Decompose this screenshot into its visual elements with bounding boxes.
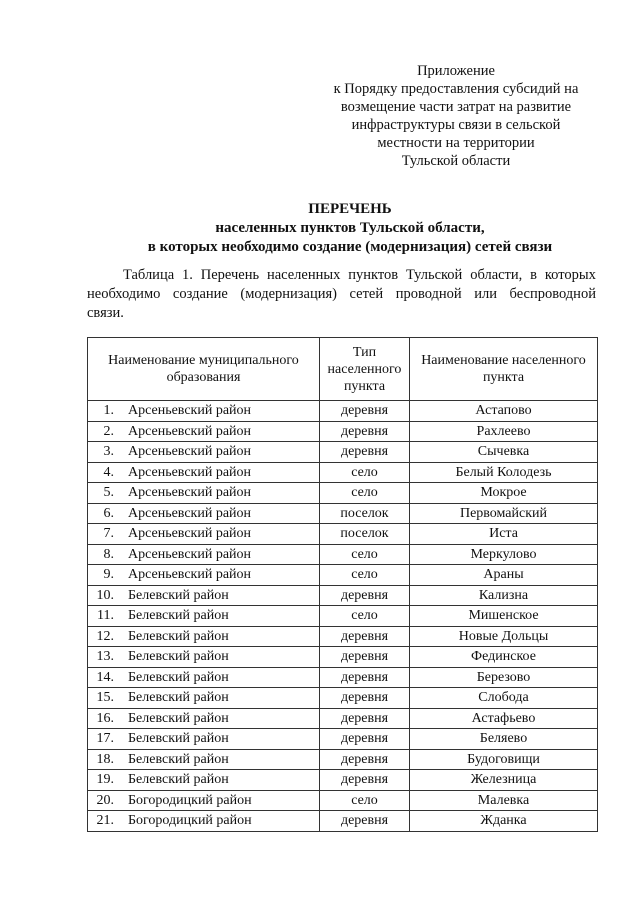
municipality-name: Белевский район [128,751,229,767]
municipality-cell [88,749,320,770]
settlement-name-cell: Астапово [410,401,598,422]
table-row [88,626,598,647]
caption-word: области, [470,267,523,283]
appendix-line: Тульской области [401,153,511,169]
municipality-name: Богородицкий район [128,792,252,808]
caption-word: связи. [87,305,124,321]
settlement-type-cell: деревня [320,729,410,750]
municipality-name: Белевский район [128,772,229,787]
table-header-row [88,338,598,401]
row-number: 13. [96,649,114,664]
table-row [88,729,598,750]
municipality-name: Арсеньевский район [128,526,252,541]
municipality-cell [88,524,320,545]
settlement-type-cell: поселок [320,503,410,524]
caption-word: Перечень [200,267,260,283]
caption-word: пунктов [348,267,399,283]
caption-line [87,285,596,304]
municipality-cell [88,462,320,483]
settlement-type-cell: деревня [320,626,410,647]
settlement-type-cell: село [320,544,410,565]
table-row [88,585,598,606]
header-type: Тип населенного пункта [320,338,410,401]
municipality-name: Белевский район [128,649,229,664]
settlement-type-cell: село [320,462,410,483]
row-number: 8. [103,546,114,562]
settlement-type-cell: деревня [320,401,410,422]
settlement-name-cell: Белый Колодезь [410,462,598,483]
table-caption [87,266,596,323]
table-row [88,503,598,524]
municipality-name: Белевский район [128,710,229,726]
caption-word: беспроводной [509,286,596,302]
caption-word: Таблица [123,267,175,283]
table-row [88,462,598,483]
settlement-type-cell: деревня [320,770,410,791]
caption-word: или [474,286,497,302]
settlement-type-cell: село [320,483,410,504]
municipality-cell [88,708,320,729]
municipality-name: Белевский район [128,669,229,685]
municipality-cell [88,606,320,627]
settlement-name-cell: Слобода [410,688,598,709]
settlement-type-cell: деревня [320,667,410,688]
municipality-cell [88,565,320,586]
municipality-cell [88,401,320,422]
heading-title: ПЕРЕЧЕНЬ [308,201,392,217]
settlement-name-cell: Иста [410,524,598,545]
heading-subtitle: в которых необходимо создание (модернизация) сетей связи [147,239,553,255]
settlement-type-cell: деревня [320,421,410,442]
table-row [88,442,598,463]
municipality-cell [88,729,320,750]
municipality-name: Арсеньевский район [128,403,252,418]
row-number: 17. [96,731,114,746]
settlement-name-cell: Фединское [410,647,598,668]
table-row [88,790,598,811]
caption-word: Тульской [405,267,463,283]
document-heading [60,200,640,257]
municipality-cell [88,647,320,668]
row-number: 11. [97,608,114,623]
municipality-cell [88,483,320,504]
settlement-type-cell: село [320,565,410,586]
table-row [88,688,598,709]
municipality-cell [88,626,320,647]
table-row [88,606,598,627]
settlement-name-cell: Меркулово [410,544,598,565]
table-body [88,401,598,832]
settlement-name-cell: Мишенское [410,606,598,627]
row-number: 3. [103,444,114,459]
settlement-name-cell: Малевка [410,790,598,811]
appendix-line: инфраструктуры связи в сельской [351,117,561,133]
appendix-line: местности на территории [377,135,535,151]
row-number: 16. [96,710,114,726]
caption-word: сетей [349,286,384,302]
caption-word: необходимо [87,286,161,302]
municipality-name: Белевский район [128,608,229,623]
table-row [88,749,598,770]
municipality-cell [88,503,320,524]
appendix-block [296,62,616,170]
table-row [88,708,598,729]
appendix-line: возмещение части затрат на развитие [340,99,572,115]
caption-line [87,304,596,323]
row-number: 19. [96,772,114,787]
municipality-name: Арсеньевский район [128,485,252,500]
municipality-name: Белевский район [128,731,229,746]
row-number: 18. [96,751,114,767]
municipality-name: Богородицкий район [128,813,252,828]
row-number: 4. [103,464,114,480]
settlements-table [87,337,598,832]
row-number: 10. [96,587,114,603]
caption-word: 1. [182,267,193,283]
caption-word: в [530,267,538,283]
settlement-name-cell: Араны [410,565,598,586]
municipality-cell [88,585,320,606]
caption-word: населенных [266,267,341,283]
settlement-name-cell: Первомайский [410,503,598,524]
settlement-name-cell: Новые Дольцы [410,626,598,647]
municipality-name: Арсеньевский район [128,423,252,439]
settlement-name-cell: Кализна [410,585,598,606]
table-row [88,524,598,545]
header-name: Наименование населенного пункта [410,338,598,401]
settlement-type-cell: деревня [320,442,410,463]
row-number: 6. [103,505,114,521]
municipality-cell [88,770,320,791]
municipality-cell [88,790,320,811]
municipality-name: Белевский район [128,587,229,603]
municipality-name: Арсеньевский район [128,444,252,459]
settlement-type-cell: деревня [320,585,410,606]
settlement-type-cell: село [320,606,410,627]
municipality-name: Арсеньевский район [128,464,252,480]
municipality-name: Белевский район [128,628,229,644]
settlement-name-cell: Сычевка [410,442,598,463]
caption-word: проводной [395,286,462,302]
row-number: 2. [103,423,114,439]
row-number: 1. [103,403,114,418]
row-number: 7. [103,526,114,541]
row-number: 12. [96,628,114,644]
settlement-name-cell: Мокрое [410,483,598,504]
settlement-type-cell: поселок [320,524,410,545]
municipality-name: Арсеньевский район [128,546,252,562]
settlement-type-cell: деревня [320,811,410,832]
table-row [88,565,598,586]
caption-word: которых [544,267,596,283]
settlement-name-cell: Будоговищи [410,749,598,770]
table-row [88,544,598,565]
settlement-type-cell: село [320,790,410,811]
caption-line [87,266,596,285]
settlement-name-cell: Астафьево [410,708,598,729]
table-row [88,770,598,791]
municipality-cell [88,544,320,565]
settlement-name-cell: Березово [410,667,598,688]
row-number: 20. [96,792,114,808]
municipality-name: Арсеньевский район [128,505,252,521]
table-row [88,483,598,504]
municipality-name: Белевский район [128,690,229,705]
appendix-line: к Порядку предоставления субсидий на [333,81,579,97]
header-municipality: Наименование муниципального образования [88,338,320,401]
settlement-type-cell: деревня [320,688,410,709]
row-number: 9. [103,567,114,582]
settlement-name-cell: Рахлеево [410,421,598,442]
caption-word: (модернизация) [240,286,337,302]
caption-word: создание [172,286,228,302]
municipality-cell [88,442,320,463]
row-number: 14. [96,669,114,685]
municipality-cell [88,811,320,832]
settlement-name-cell: Железница [410,770,598,791]
row-number: 21. [96,813,114,828]
table-row [88,401,598,422]
table-row [88,667,598,688]
settlement-type-cell: деревня [320,647,410,668]
settlement-name-cell: Беляево [410,729,598,750]
appendix-line: Приложение [417,63,495,79]
settlement-type-cell: деревня [320,708,410,729]
table-row [88,811,598,832]
table-row [88,421,598,442]
table-row [88,647,598,668]
municipality-cell [88,421,320,442]
settlement-type-cell: деревня [320,749,410,770]
settlement-name-cell: Жданка [410,811,598,832]
row-number: 15. [96,690,114,705]
municipality-cell [88,688,320,709]
row-number: 5. [103,485,114,500]
municipality-cell [88,667,320,688]
heading-subtitle: населенных пунктов Тульской области, [215,220,485,236]
municipality-name: Арсеньевский район [128,567,252,582]
